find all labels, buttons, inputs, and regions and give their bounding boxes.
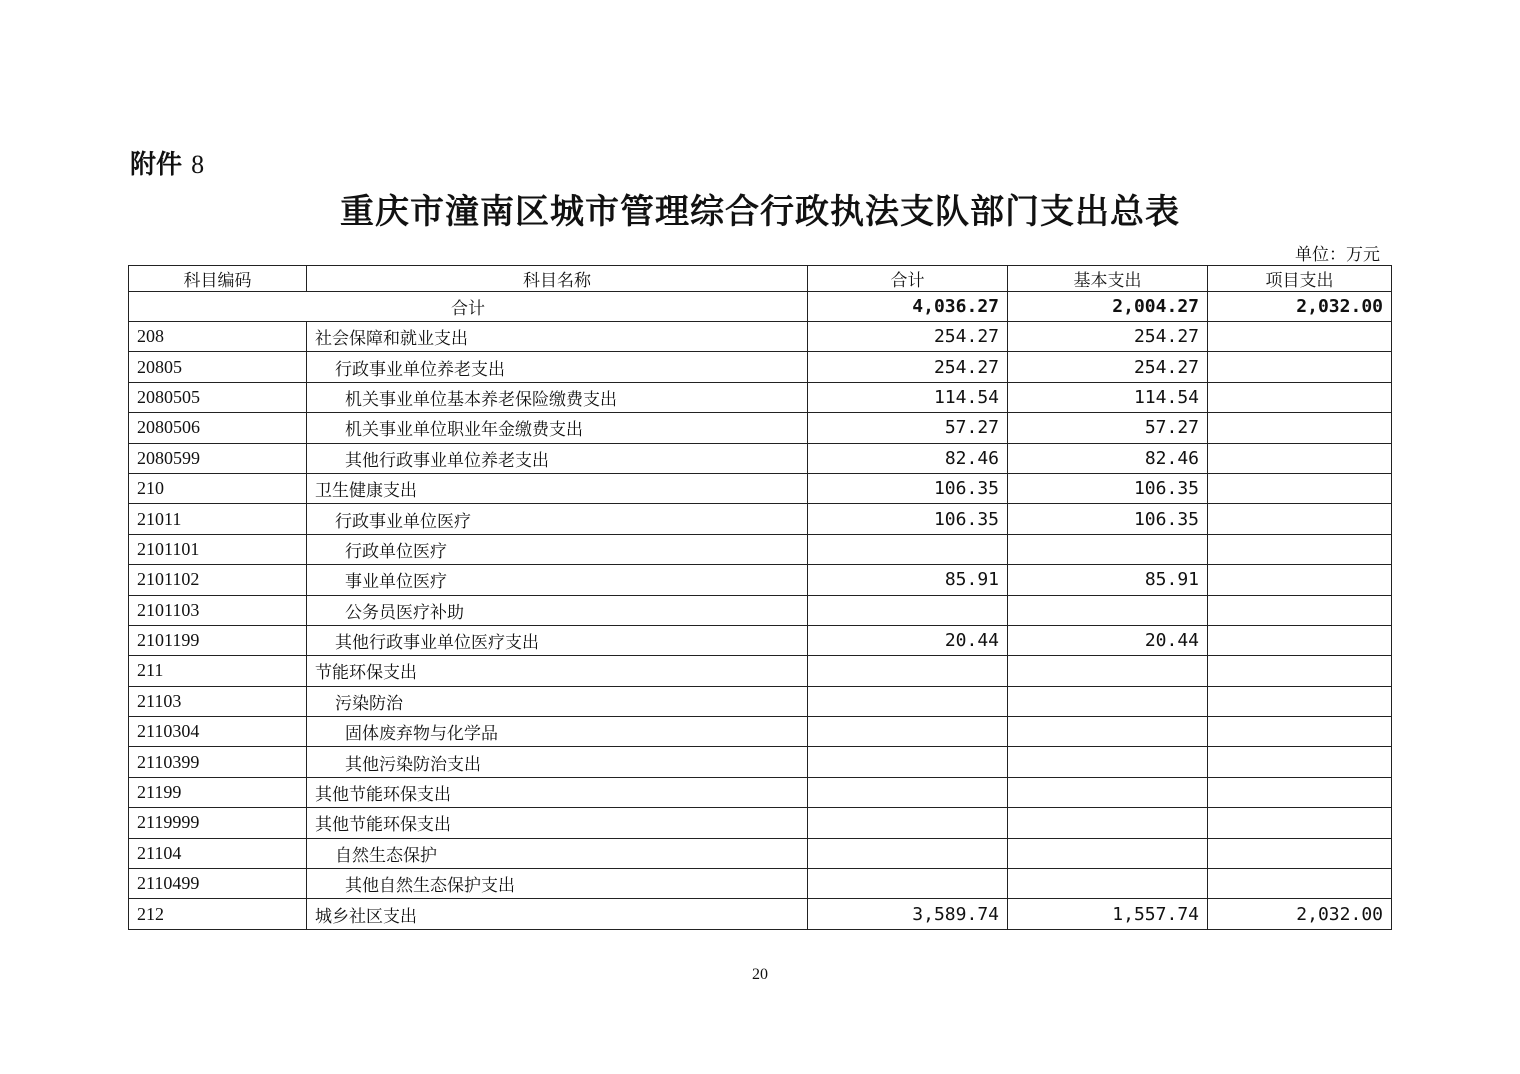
row-project [1208,443,1392,473]
row-project [1208,534,1392,564]
row-name: 节能环保支出 [307,656,808,686]
row-total [808,686,1008,716]
row-code: 210 [129,473,307,503]
row-total [808,808,1008,838]
total-project: 2,032.00 [1208,292,1392,322]
row-basic: 57.27 [1008,413,1208,443]
table-row [129,322,1392,352]
table-row [129,899,1392,929]
row-basic [1008,717,1208,747]
row-name: 公务员医疗补助 [307,595,808,625]
row-project [1208,322,1392,352]
row-name: 其他行政事业单位养老支出 [307,443,808,473]
row-total [808,838,1008,868]
row-name: 其他行政事业单位医疗支出 [307,625,808,655]
unit-label: 单位：万元 [1295,245,1380,265]
table-row [129,625,1392,655]
row-name: 行政事业单位养老支出 [307,352,808,382]
page-number: 20 [752,966,768,983]
header-project: 项目支出 [1208,266,1392,292]
row-name: 固体废弃物与化学品 [307,717,808,747]
row-basic: 106.35 [1008,504,1208,534]
row-total: 106.35 [808,504,1008,534]
row-project [1208,625,1392,655]
table-row [129,382,1392,412]
row-basic: 85.91 [1008,565,1208,595]
row-total [808,595,1008,625]
total-total: 4,036.27 [808,292,1008,322]
row-project [1208,838,1392,868]
row-code: 208 [129,322,307,352]
row-project [1208,869,1392,899]
row-code: 21011 [129,504,307,534]
row-total: 254.27 [808,352,1008,382]
expenditure-table [128,265,1392,930]
table-row [129,504,1392,534]
table-row [129,717,1392,747]
row-name: 自然生态保护 [307,838,808,868]
row-code: 2101103 [129,595,307,625]
row-project [1208,473,1392,503]
table-row [129,473,1392,503]
row-basic: 254.27 [1008,352,1208,382]
row-project [1208,413,1392,443]
header-name: 科目名称 [307,266,808,292]
row-project [1208,595,1392,625]
row-code: 20805 [129,352,307,382]
table-header-row [129,266,1392,292]
row-code: 2080505 [129,382,307,412]
table-row [129,747,1392,777]
row-basic [1008,656,1208,686]
row-basic: 106.35 [1008,473,1208,503]
row-total [808,747,1008,777]
row-code: 21103 [129,686,307,716]
row-name: 机关事业单位基本养老保险缴费支出 [307,382,808,412]
row-total: 254.27 [808,322,1008,352]
row-code: 2110499 [129,869,307,899]
row-basic [1008,534,1208,564]
row-basic [1008,747,1208,777]
row-name: 其他自然生态保护支出 [307,869,808,899]
row-name: 行政单位医疗 [307,534,808,564]
table-row [129,777,1392,807]
row-code: 2110399 [129,747,307,777]
table-row [129,838,1392,868]
row-code: 2080506 [129,413,307,443]
row-name: 机关事业单位职业年金缴费支出 [307,413,808,443]
page-title: 重庆市潼南区城市管理综合行政执法支队部门支出总表 [340,192,1180,232]
total-basic: 2,004.27 [1008,292,1208,322]
total-row [129,292,1392,322]
attachment-number: 8 [191,150,205,179]
total-label: 合计 [129,292,808,322]
row-total: 82.46 [808,443,1008,473]
row-total [808,717,1008,747]
row-total [808,534,1008,564]
table-row [129,352,1392,382]
table-row [129,413,1392,443]
row-total: 85.91 [808,565,1008,595]
row-code: 2119999 [129,808,307,838]
row-total [808,777,1008,807]
row-total: 3,589.74 [808,899,1008,929]
row-basic [1008,869,1208,899]
row-name: 卫生健康支出 [307,473,808,503]
table-row [129,808,1392,838]
row-project [1208,352,1392,382]
row-project [1208,504,1392,534]
row-code: 2101199 [129,625,307,655]
row-project [1208,808,1392,838]
row-name: 其他节能环保支出 [307,777,808,807]
row-name: 其他节能环保支出 [307,808,808,838]
table-row [129,686,1392,716]
row-project [1208,747,1392,777]
row-name: 污染防治 [307,686,808,716]
row-basic: 1,557.74 [1008,899,1208,929]
row-basic [1008,777,1208,807]
row-project [1208,382,1392,412]
row-code: 21199 [129,777,307,807]
row-code: 212 [129,899,307,929]
row-name: 行政事业单位医疗 [307,504,808,534]
row-name: 其他污染防治支出 [307,747,808,777]
row-basic: 20.44 [1008,625,1208,655]
row-project [1208,717,1392,747]
row-name: 事业单位医疗 [307,565,808,595]
row-project: 2,032.00 [1208,899,1392,929]
row-total: 114.54 [808,382,1008,412]
row-total: 57.27 [808,413,1008,443]
header-total: 合计 [808,266,1008,292]
header-basic: 基本支出 [1008,266,1208,292]
row-project [1208,777,1392,807]
row-basic [1008,595,1208,625]
row-project [1208,686,1392,716]
row-basic: 254.27 [1008,322,1208,352]
table-row [129,869,1392,899]
row-project [1208,656,1392,686]
row-code: 2101101 [129,534,307,564]
row-basic [1008,686,1208,716]
table-row [129,656,1392,686]
row-total: 106.35 [808,473,1008,503]
table-row [129,565,1392,595]
row-project [1208,565,1392,595]
attachment-label [130,144,204,181]
row-code: 2101102 [129,565,307,595]
row-code: 211 [129,656,307,686]
row-basic: 82.46 [1008,443,1208,473]
attachment-label-text: 附件 [130,150,183,180]
row-basic [1008,808,1208,838]
row-code: 2110304 [129,717,307,747]
row-code: 2080599 [129,443,307,473]
table-row [129,534,1392,564]
table-row [129,443,1392,473]
row-name: 社会保障和就业支出 [307,322,808,352]
row-total [808,656,1008,686]
header-code: 科目编码 [129,266,307,292]
row-basic [1008,838,1208,868]
row-name: 城乡社区支出 [307,899,808,929]
row-code: 21104 [129,838,307,868]
row-total [808,869,1008,899]
row-basic: 114.54 [1008,382,1208,412]
table-row [129,595,1392,625]
row-total: 20.44 [808,625,1008,655]
